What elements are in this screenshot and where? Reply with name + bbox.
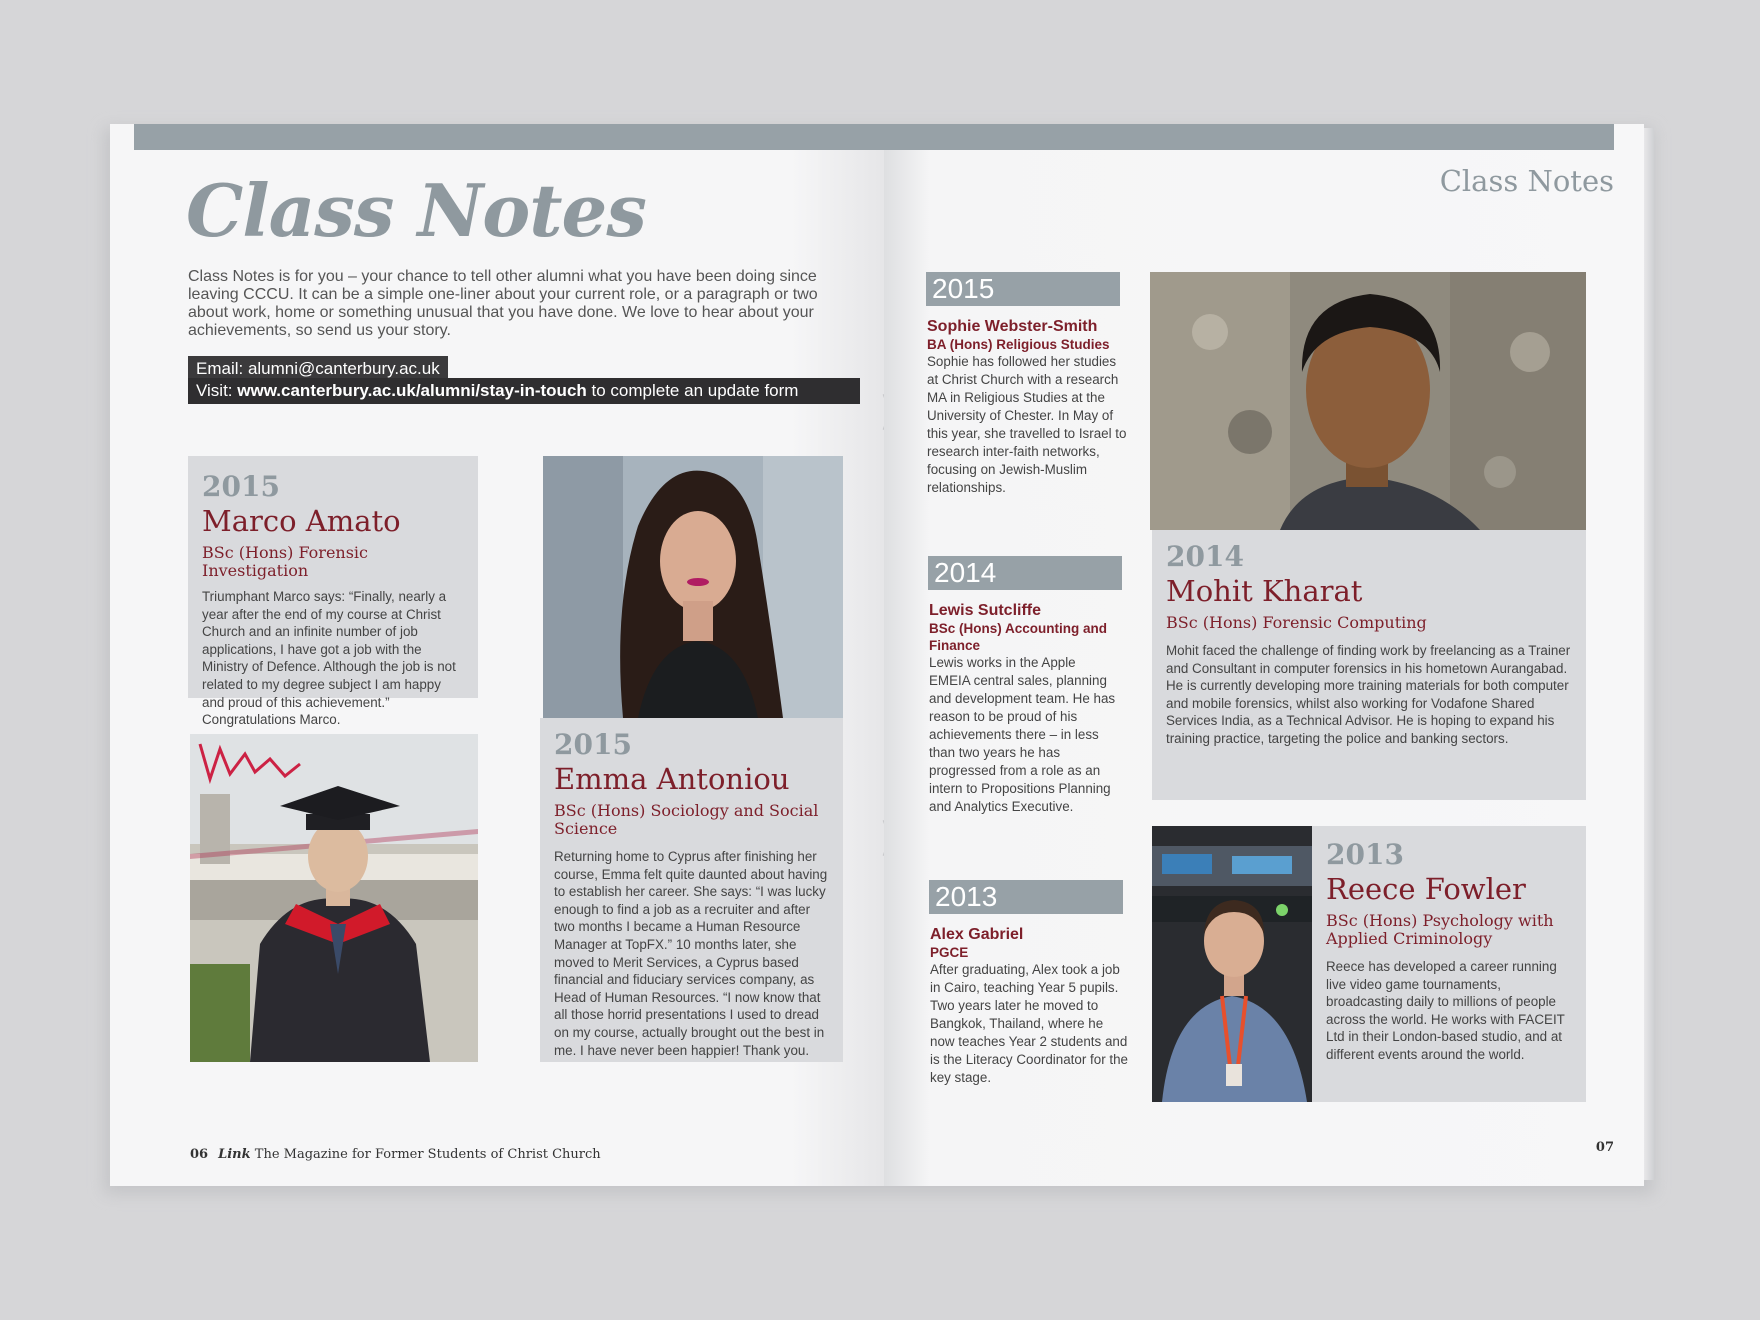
feature-body: Reece has developed a career running live video game tournaments, broadcasting daily to millions of people across the world. He works with FACEIT Ltd in their London-based studio, and at different events around the world. — [1326, 959, 1565, 1062]
feature-year: 2014 — [1166, 540, 1244, 573]
side-note-body: After graduating, Alex took a job in Cairo, teaching Year 5 pupils. Two years later he moved to Bangkok, Thailand, where he now teaches Year 2 students and is the Literacy Coordinator for the key stage. — [930, 962, 1128, 1085]
footer-left — [190, 1147, 601, 1162]
email-line: Email: alumni@canterbury.ac.uk — [188, 356, 448, 382]
visit-url[interactable]: www.canterbury.ac.uk/alumni/stay-in-touch — [237, 381, 587, 400]
feature-body: Returning home to Cyprus after finishing her course, Emma felt quite daunted about having to establish her career. She says: “I was lucky enough to find a job as a recruiter and after two months I became a Human Resource Manager at TopFX.” 10 months later, she moved to Merit Services, a Cyprus based financial and fiduciary services company, as Head of Human Resources. “I now know that all those horrid presentations I used to dread on my course, actually brought out the best in me. I have never been happier! Thank you. — [554, 849, 828, 1058]
visit-prefix: Visit: — [196, 381, 238, 400]
side-note-name: Sophie Webster-Smith — [927, 318, 1098, 335]
side-note-name: Alex Gabriel — [930, 926, 1024, 943]
side-note-body: Sophie has followed her studies at Christ Church with a research MA in Religious Studies at the University of Chester. In May of this year, she travelled to Israel to research inter-faith networks, focusing on Jewish-Muslim relationships. — [927, 354, 1127, 495]
side-year-label: 2014 — [928, 556, 1122, 590]
feature-body: Mohit faced the challenge of finding work by freelancing as a Trainer and Consultant in computer forensics in his hometown Aurangabad. He is currently developing more training materials for both computer and mobile forensics, whilst also working for Vodafone Shared Services India, as a Technical Advisor. He is hoping to expand his training practice, targeting the police and banking sectors. — [1166, 643, 1571, 746]
side-note — [930, 926, 1130, 1087]
feature-name: Marco Amato — [202, 504, 401, 538]
magazine-tagline: The Magazine for Former Students of Christ Church — [250, 1147, 601, 1162]
feature-degree: BSc (Hons) Forensic Investigation — [202, 543, 369, 580]
running-head: Class Notes — [1439, 164, 1614, 198]
page-edge — [1644, 128, 1654, 1180]
right-page — [884, 124, 1644, 1186]
side-note-degree: BSc (Hons) Accounting and Finance — [929, 621, 1107, 653]
feature-card-reece — [1312, 826, 1586, 1102]
top-bar — [884, 124, 1614, 150]
visit-line — [188, 378, 860, 404]
feature-name: Emma Antoniou — [554, 762, 790, 796]
visit-suffix: to complete an update form — [586, 381, 799, 400]
side-note-body: Lewis works in the Apple EMEIA central sales, planning and development team. He has reason to be proud of his achievements there – in less than two years he has progressed from a role as an intern to Propositions Planning and Analytics Executive. — [929, 655, 1116, 814]
side-note — [929, 602, 1119, 816]
feature-year: 2015 — [202, 470, 280, 503]
side-note-degree: PGCE — [930, 945, 969, 960]
feature-degree: BSc (Hons) Forensic Computing — [1166, 613, 1427, 632]
intro-text: Class Notes is for you – your chance to tell other alumni what you have been doing since leaving CCCU. It can be a simple one-liner about your current role, or a paragraph or two about work, home or something unusual that you have done. We love to hear about your achievements, so send us your story. — [188, 268, 818, 339]
feature-year: 2013 — [1326, 838, 1404, 871]
feature-degree: BSc (Hons) Psychology with Applied Criminology — [1326, 911, 1554, 948]
feature-year: 2015 — [554, 728, 632, 761]
graduate-photo — [190, 734, 478, 1062]
side-year-label: 2013 — [929, 880, 1123, 914]
feature-card-emma — [540, 718, 843, 1062]
portrait-photo — [543, 456, 843, 718]
feature-name: Mohit Kharat — [1166, 574, 1363, 608]
feature-card-mohit — [1152, 530, 1586, 800]
page-title: Class Notes — [186, 168, 646, 253]
magazine-name: Link — [218, 1147, 251, 1162]
feature-name: Reece Fowler — [1326, 872, 1526, 906]
feature-degree: BSc (Hons) Sociology and Social Science — [554, 801, 819, 838]
side-note-degree: BA (Hons) Religious Studies — [927, 337, 1110, 352]
page-number: 07 — [1595, 1140, 1614, 1155]
portrait-photo — [1152, 826, 1312, 1102]
side-note — [927, 318, 1127, 497]
top-bar — [134, 124, 884, 150]
side-year-label: 2015 — [926, 272, 1120, 306]
feature-card-marco — [188, 456, 478, 728]
page-number: 06 — [190, 1147, 209, 1162]
side-note-name: Lewis Sutcliffe — [929, 602, 1042, 619]
feature-body: Triumphant Marco says: “Finally, nearly a year after the end of my course at Christ Church and an infinite number of job applications, I have got a job with the Ministry of Defence. Although the job is not related to my degree subject I am happy and proud of this achievement.” Congratulations Marco. — [202, 589, 456, 728]
left-page — [110, 124, 884, 1186]
portrait-photo — [1150, 272, 1586, 530]
